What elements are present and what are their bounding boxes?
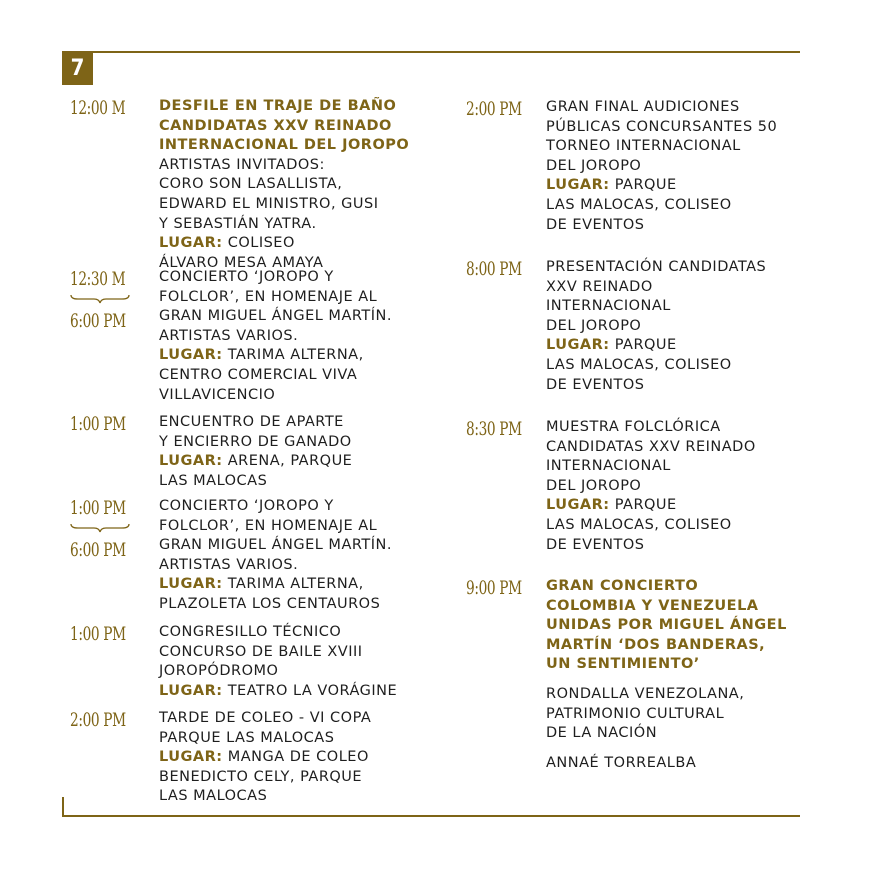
event-detail-line: GRAN FINAL AUDICIONES — [546, 99, 740, 115]
event-time: 1:00 PM — [70, 623, 126, 645]
bottom-rule-tick — [62, 797, 64, 817]
event-description — [546, 577, 787, 773]
event-detail-line: DE EVENTOS — [546, 216, 645, 233]
event-detail-line: LAS MALOCAS, COLISEO — [546, 196, 732, 213]
venue-value: PARQUE — [609, 337, 677, 354]
venue-value: TARIMA ALTERNA, — [222, 347, 364, 364]
event-title-line: INTERNACIONAL DEL JOROPO — [159, 137, 410, 154]
event-venue-line — [159, 575, 392, 595]
venue-value: TEATRO LA VORÁGINE — [222, 682, 398, 699]
venue-label: LUGAR: — [159, 347, 223, 364]
event-detail-line: DE LA NACIÓN — [546, 725, 658, 742]
event-time: 2:00 PM — [70, 709, 126, 731]
event-detail-line: CANDIDATAS XXV REINADO — [546, 438, 756, 455]
event-venue-line — [159, 346, 392, 366]
event-venue-line — [159, 682, 397, 702]
event-detail-line: Y ENCIERRO DE GANADO — [159, 433, 352, 450]
event-venue-line — [546, 176, 777, 196]
venue-label: LUGAR: — [159, 576, 223, 593]
time-range-brace-icon — [70, 523, 130, 533]
event-time: 1:00 PM — [70, 497, 126, 519]
event-detail-line: ARTISTAS INVITADOS: — [159, 156, 325, 173]
event-detail-line: GRAN MIGUEL ÁNGEL MARTÍN. — [159, 537, 392, 554]
event-detail-line: Y SEBASTIÁN YATRA. — [159, 215, 317, 232]
event-time: 2:00 PM — [466, 98, 522, 120]
event-time: 12:00 M — [70, 97, 126, 119]
venue-label: LUGAR: — [159, 235, 223, 252]
event-time: 12:30 M — [70, 268, 126, 290]
event-detail-line: PATRIMONIO CULTURAL — [546, 705, 725, 722]
event-venue-line — [159, 748, 371, 768]
event-detail-line: ÁLVARO MESA AMAYA — [159, 254, 324, 271]
event-title-line: COLOMBIA Y VENEZUELA — [546, 597, 759, 614]
venue-label: LUGAR: — [546, 497, 610, 514]
event-detail-line: DE EVENTOS — [546, 536, 645, 553]
event-detail-line: MUESTRA FOLCLÓRICA — [546, 419, 721, 435]
event-detail-line: JOROPÓDROMO — [159, 663, 279, 680]
page-number: 7 — [62, 53, 93, 85]
event-detail-line: CONCURSO DE BAILE XVIII — [159, 643, 363, 660]
event-detail-line: FOLCLOR’, EN HOMENAJE AL — [159, 517, 378, 534]
venue-value: MANGA DE COLEO — [222, 749, 369, 766]
top-rule — [62, 51, 800, 53]
event-detail-line: CORO SON LASALLISTA, — [159, 176, 343, 193]
event-detail-line: LAS MALOCAS, COLISEO — [546, 516, 732, 533]
event-detail-line: ARTISTAS VARIOS. — [159, 556, 299, 573]
event-description — [546, 98, 777, 235]
event-detail-line: PRESENTACIÓN CANDIDATAS — [546, 259, 767, 275]
event-time: 1:00 PM — [70, 413, 126, 435]
venue-value: PARQUE — [609, 177, 677, 194]
event-detail-line: EDWARD EL MINISTRO, GUSI — [159, 195, 379, 212]
event-detail-line: LAS MALOCAS, COLISEO — [546, 356, 732, 373]
time-range-brace-icon — [70, 294, 130, 304]
event-description — [159, 709, 371, 807]
event-detail-line: TORNEO INTERNACIONAL — [546, 138, 741, 155]
spacer — [546, 675, 787, 685]
event-detail-line: XXV REINADO — [546, 278, 653, 295]
event-description — [159, 97, 409, 273]
event-detail-line: DEL JOROPO — [546, 317, 642, 334]
event-venue-line — [159, 452, 352, 472]
event-detail-line: PARQUE LAS MALOCAS — [159, 729, 335, 746]
event-detail-line: RONDALLA VENEZOLANA, — [546, 685, 745, 702]
event-detail-line: CONCIERTO ‘JOROPO Y — [159, 269, 334, 285]
event-description — [159, 268, 392, 405]
event-detail-line: BENEDICTO CELY, PARQUE — [159, 768, 363, 785]
event-detail-line: CONCIERTO ‘JOROPO Y — [159, 498, 334, 514]
event-detail-line: PLAZOLETA LOS CENTAUROS — [159, 595, 381, 612]
event-description — [159, 623, 397, 701]
event-time-end: 6:00 PM — [70, 539, 126, 561]
event-detail-line: CENTRO COMERCIAL VIVA — [159, 366, 358, 383]
event-title-line: UN SENTIMIENTO’ — [546, 656, 700, 673]
event-detail-line: ENCUENTRO DE APARTE — [159, 414, 344, 430]
event-title-line: UNIDAS POR MIGUEL ÁNGEL — [546, 617, 787, 634]
event-venue-line — [546, 496, 756, 516]
event-detail-line: DEL JOROPO — [546, 157, 642, 174]
event-description — [159, 497, 392, 615]
event-description — [546, 418, 756, 555]
event-description — [546, 258, 766, 395]
venue-label: LUGAR: — [159, 682, 223, 699]
event-title-line: MARTÍN ‘DOS BANDERAS, — [546, 636, 766, 653]
venue-value: COLISEO — [222, 235, 295, 252]
event-detail-line: CONGRESILLO TÉCNICO — [159, 624, 342, 640]
event-title-line: DESFILE EN TRAJE DE BAÑO — [159, 98, 397, 114]
venue-label: LUGAR: — [159, 749, 223, 766]
bottom-rule — [62, 815, 800, 817]
event-time: 9:00 PM — [466, 577, 522, 599]
event-time: 8:30 PM — [466, 418, 522, 440]
venue-label: LUGAR: — [546, 337, 610, 354]
event-title-line: GRAN CONCIERTO — [546, 578, 699, 594]
venue-value: PARQUE — [609, 497, 677, 514]
spacer — [546, 744, 787, 754]
event-detail-line: LAS MALOCAS — [159, 788, 268, 805]
event-detail-line: TARDE DE COLEO - VI COPA — [159, 710, 372, 726]
event-venue-line — [159, 234, 409, 254]
venue-value: ARENA, PARQUE — [222, 453, 353, 470]
event-detail-line: GRAN MIGUEL ÁNGEL MARTÍN. — [159, 308, 392, 325]
event-description — [159, 413, 352, 491]
event-detail-line: DEL JOROPO — [546, 477, 642, 494]
event-detail-line: INTERNACIONAL — [546, 298, 671, 315]
event-venue-line — [546, 336, 766, 356]
event-detail-line: ANNAÉ TORREALBA — [546, 754, 697, 771]
event-title-line: CANDIDATAS XXV REINADO — [159, 117, 392, 134]
event-detail-line: DE EVENTOS — [546, 376, 645, 393]
event-detail-line: ARTISTAS VARIOS. — [159, 327, 299, 344]
event-time: 8:00 PM — [466, 258, 522, 280]
event-detail-line: LAS MALOCAS — [159, 472, 268, 489]
event-detail-line: VILLAVICENCIO — [159, 386, 276, 403]
venue-label: LUGAR: — [546, 177, 610, 194]
event-detail-line: INTERNACIONAL — [546, 458, 671, 475]
event-time-end: 6:00 PM — [70, 310, 126, 332]
venue-value: TARIMA ALTERNA, — [222, 576, 364, 593]
event-detail-line: FOLCLOR’, EN HOMENAJE AL — [159, 288, 378, 305]
event-detail-line: PÚBLICAS CONCURSANTES 50 — [546, 118, 778, 135]
venue-label: LUGAR: — [159, 453, 223, 470]
